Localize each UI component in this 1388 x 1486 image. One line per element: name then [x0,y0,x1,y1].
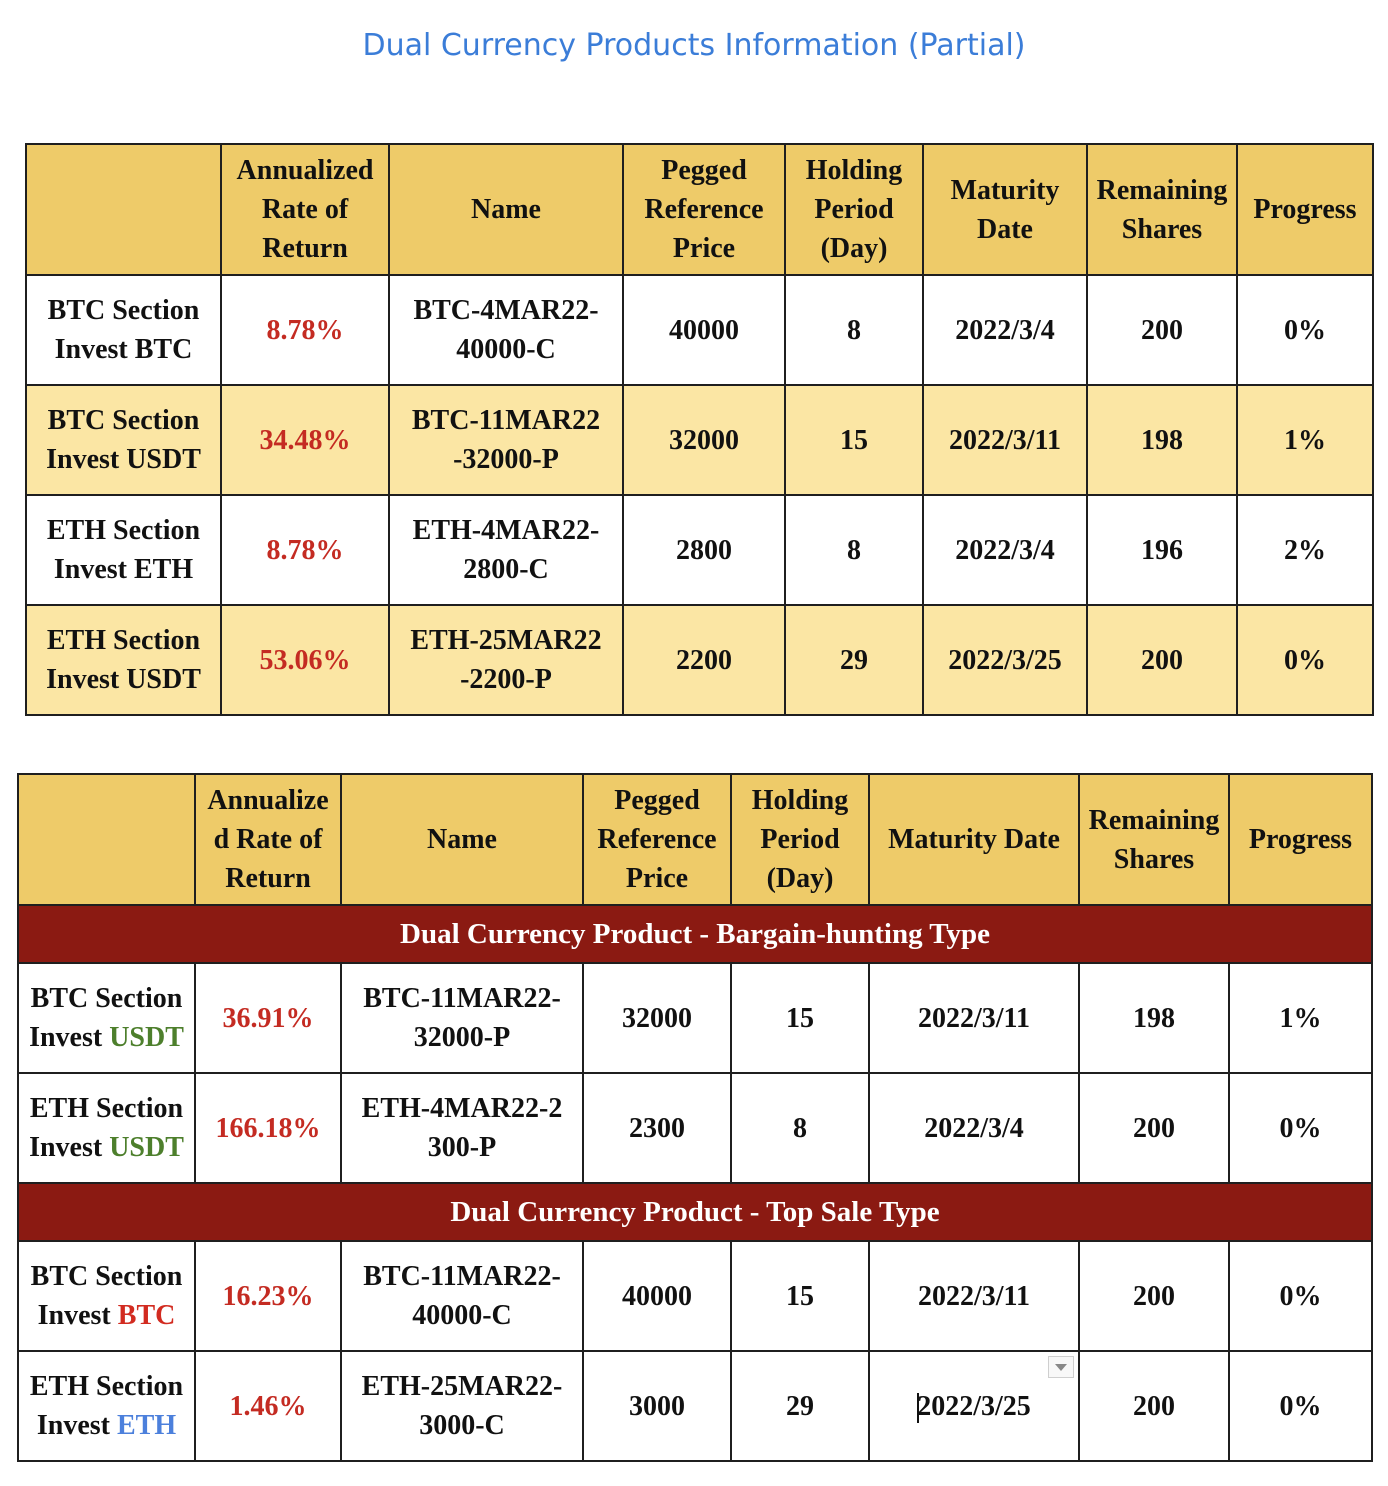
period-cell: 8 [731,1073,869,1183]
name-line-2: -2200-P [460,664,552,695]
section-label: ETH Section [29,1371,184,1402]
products-table-2 [17,773,1373,1462]
date-cell-editing[interactable] [869,1351,1079,1461]
invest-prefix: Invest [36,1410,110,1441]
header-progress: Progress [1237,144,1373,275]
section-cell [18,1351,195,1461]
shares-cell: 200 [1079,1241,1229,1351]
section-label: BTC Section [30,1261,183,1292]
header-rate-line: Annualize [207,785,329,816]
period-cell: 29 [785,605,923,715]
header-price: Pegged Reference Price [583,774,731,905]
table-row [18,1073,1372,1183]
date-cell: 2022/3/11 [869,963,1079,1073]
date-cell: 2022/3/11 [923,385,1087,495]
section-header-row [18,905,1372,963]
rate-cell: 36.91% [195,963,341,1073]
invest-prefix: Invest [29,1022,103,1053]
period-cell: 15 [785,385,923,495]
header-date: Maturity Date [923,144,1087,275]
section-label: ETH Section [46,515,201,546]
price-cell: 2300 [583,1073,731,1183]
name-cell [389,275,623,385]
period-cell: 15 [731,1241,869,1351]
table-header-row [18,774,1372,905]
rate-cell: 8.78% [221,495,389,605]
price-cell: 40000 [623,275,785,385]
coin-label: USDT [109,1022,184,1053]
table-row [18,963,1372,1073]
name-line-2: 2800-C [463,554,549,585]
chevron-down-icon[interactable] [1048,1356,1074,1378]
date-cell: 2022/3/4 [923,275,1087,385]
name-cell [389,495,623,605]
progress-cell: 0% [1229,1241,1372,1351]
section-cell [18,1073,195,1183]
header-rate-line: Return [225,863,311,894]
header-cell [26,144,221,275]
table-header-row [26,144,1373,275]
name-line-1: ETH-25MAR22- [361,1371,563,1402]
name-line-2: 40000-C [412,1300,512,1331]
price-cell: 2800 [623,495,785,605]
price-cell: 32000 [583,963,731,1073]
coin-label: BTC [117,1300,176,1331]
name-cell [389,385,623,495]
date-value: 2022/3/25 [917,1390,1031,1422]
invest-label: Invest USDT [46,664,201,695]
invest-label: Invest USDT [46,444,201,475]
name-line-1: ETH-4MAR22- [412,515,600,546]
rate-cell: 16.23% [195,1241,341,1351]
progress-cell: 0% [1229,1073,1372,1183]
section-title-bargain: Dual Currency Product - Bargain-hunting Type [18,905,1372,963]
shares-cell: 200 [1087,605,1237,715]
header-price: Pegged Reference Price [623,144,785,275]
progress-cell: 1% [1229,963,1372,1073]
name-cell [341,1351,583,1461]
section-cell [26,605,221,715]
shares-cell: 200 [1079,1351,1229,1461]
shares-cell: 198 [1079,963,1229,1073]
rate-cell: 8.78% [221,275,389,385]
name-line-1: BTC-11MAR22 [411,405,601,436]
progress-cell: 1% [1237,385,1373,495]
table-row [18,1241,1372,1351]
table-row [26,495,1373,605]
header-period: Holding Period (Day) [731,774,869,905]
date-cell: 2022/3/4 [869,1073,1079,1183]
name-line-1: ETH-25MAR22 [410,625,602,656]
section-label: BTC Section [47,405,200,436]
coin-label: USDT [109,1132,184,1163]
name-line-2: -32000-P [453,444,559,475]
price-cell: 32000 [623,385,785,495]
shares-cell: 200 [1087,275,1237,385]
header-shares: Remaining Shares [1079,774,1229,905]
progress-cell: 0% [1237,605,1373,715]
header-rate-line: d Rate of [213,824,323,855]
price-cell: 40000 [583,1241,731,1351]
period-cell: 8 [785,275,923,385]
period-cell: 8 [785,495,923,605]
section-label: BTC Section [30,983,183,1014]
name-line-1: BTC-4MAR22- [413,295,599,326]
section-cell [18,1241,195,1351]
invest-label: Invest ETH [53,554,194,585]
rate-cell: 53.06% [221,605,389,715]
invest-prefix: Invest [29,1132,103,1163]
shares-cell: 198 [1087,385,1237,495]
name-cell [389,605,623,715]
header-progress: Progress [1229,774,1372,905]
table-row [26,275,1373,385]
name-cell [341,1073,583,1183]
name-cell [341,963,583,1073]
section-label: ETH Section [29,1093,184,1124]
section-cell [26,275,221,385]
progress-cell: 0% [1229,1351,1372,1461]
page-title: Dual Currency Products Information (Partial) [362,28,1026,63]
name-line-1: BTC-11MAR22- [363,1261,561,1292]
price-cell: 2200 [623,605,785,715]
table-row [26,385,1373,495]
date-cell: 2022/3/11 [869,1241,1079,1351]
invest-prefix: Invest [37,1300,111,1331]
header-cell [18,774,195,905]
shares-cell: 200 [1079,1073,1229,1183]
price-cell: 3000 [583,1351,731,1461]
name-line-1: BTC-11MAR22- [363,983,561,1014]
rate-cell: 166.18% [195,1073,341,1183]
header-rate [195,774,341,905]
period-cell: 29 [731,1351,869,1461]
header-shares: Remaining Shares [1087,144,1237,275]
coin-label: ETH [116,1410,177,1441]
table-row [26,605,1373,715]
section-label: ETH Section [46,625,201,656]
section-cell [26,495,221,605]
header-period: Holding Period (Day) [785,144,923,275]
date-cell: 2022/3/4 [923,495,1087,605]
date-cell: 2022/3/25 [923,605,1087,715]
name-line-2: 32000-P [413,1022,511,1053]
rate-cell: 34.48% [221,385,389,495]
header-date: Maturity Date [869,774,1079,905]
name-line-2: 3000-C [419,1410,505,1441]
table-row [18,1351,1372,1461]
invest-label: Invest BTC [54,334,193,365]
rate-cell: 1.46% [195,1351,341,1461]
section-title-top-sale: Dual Currency Product - Top Sale Type [18,1183,1372,1241]
header-name: Name [341,774,583,905]
header-rate: Annualized Rate of Return [221,144,389,275]
section-cell [18,963,195,1073]
section-cell [26,385,221,495]
header-name: Name [389,144,623,275]
section-header-row [18,1183,1372,1241]
shares-cell: 196 [1087,495,1237,605]
name-line-2: 40000-C [456,334,556,365]
name-line-1: ETH-4MAR22-2 [361,1093,563,1124]
products-table-1 [25,143,1374,716]
progress-cell: 2% [1237,495,1373,605]
name-cell [341,1241,583,1351]
section-label: BTC Section [47,295,200,326]
period-cell: 15 [731,963,869,1073]
progress-cell: 0% [1237,275,1373,385]
name-line-2: 300-P [427,1132,497,1163]
